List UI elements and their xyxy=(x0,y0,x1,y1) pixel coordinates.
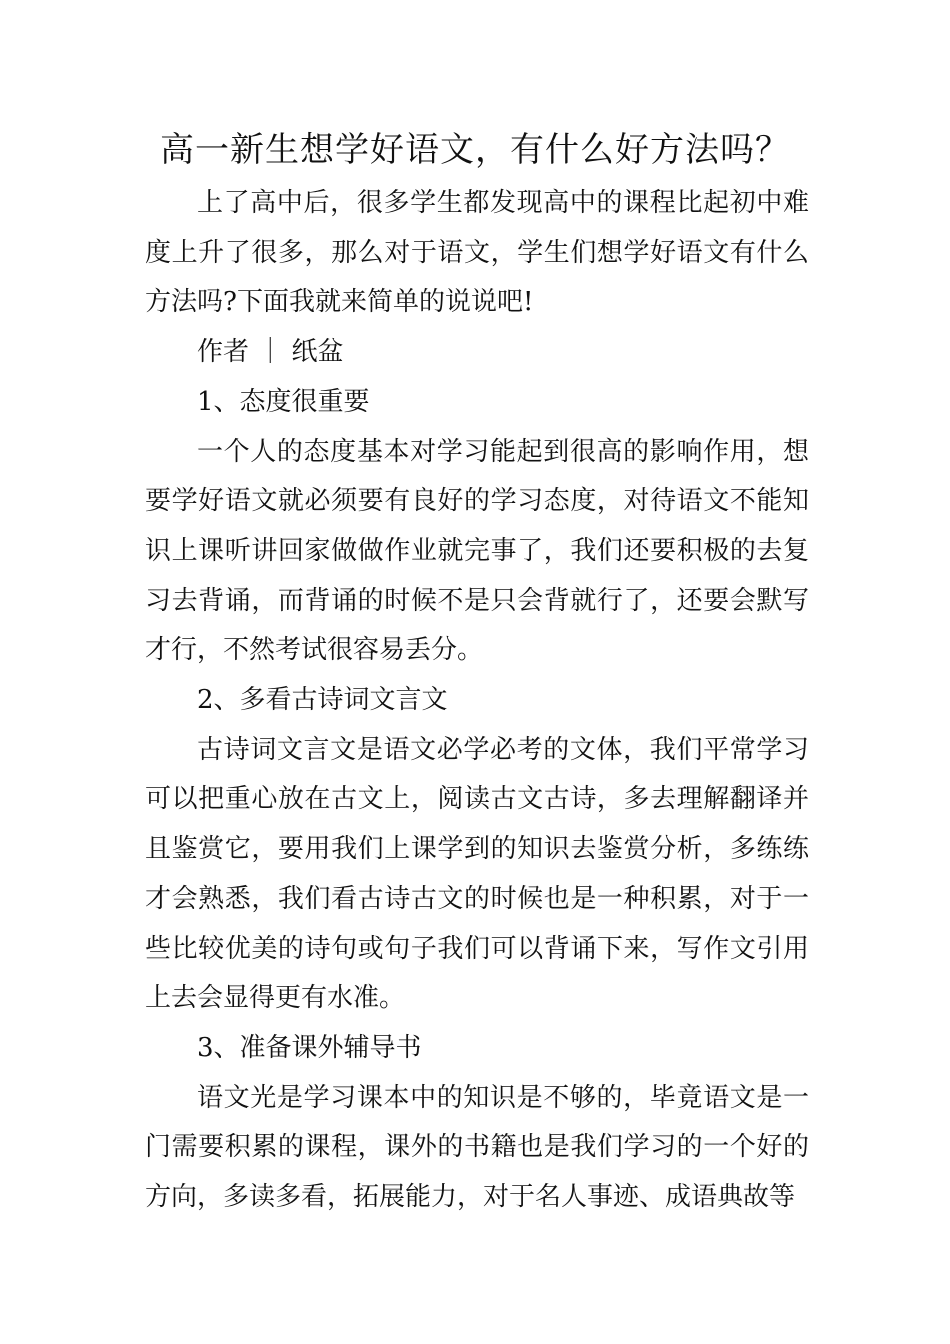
body-paragraph: 一个人的态度基本对学习能起到很高的影响作用，想要学好语文就必须要有良好的学习态度，对待语文不能知识上课听讲回家做做作业就完事了，我们还要积极的去复习去背诵，而背诵的时候不是只会背就行了，还要会默写才行，不然考试很容易丢分。 xyxy=(145,436,809,666)
section-heading: 1、态度很重要 xyxy=(197,386,370,417)
section-heading: 2、多看古诗词文言文 xyxy=(197,685,448,716)
body-paragraph: 语文光是学习课本中的知识是不够的，毕竟语文是一门需要积累的课程，课外的书籍也是我们学习的一个好的方向，多读多看，拓展能力，对于名人事迹、成语典故等 xyxy=(145,1082,809,1213)
section-heading: 3、准备课外辅导书 xyxy=(197,1032,422,1063)
author-line: 作者 ｜ 纸盆 xyxy=(197,337,344,368)
intro-paragraph: 上了高中后，很多学生都发现高中的课程比起初中难度上升了很多，那么对于语文，学生们想学好语文有什么方法吗?下面我就来简单的说说吧! xyxy=(145,188,809,318)
body-paragraph: 古诗词文言文是语文必学必考的文体，我们平常学习可以把重心放在古文上，阅读古文古诗，多去理解翻译并且鉴赏它，要用我们上课学到的知识去鉴赏分析，多练练才会熟悉，我们看古诗古文的时候也是一种积累，对于一些比较优美的诗句或句子我们可以背诵下来，写作文引用上去会显得更有水准。 xyxy=(145,734,809,1014)
document-body xyxy=(145,179,809,1223)
document-title: 高一新生想学好语文，有什么好方法吗？ xyxy=(160,130,790,170)
